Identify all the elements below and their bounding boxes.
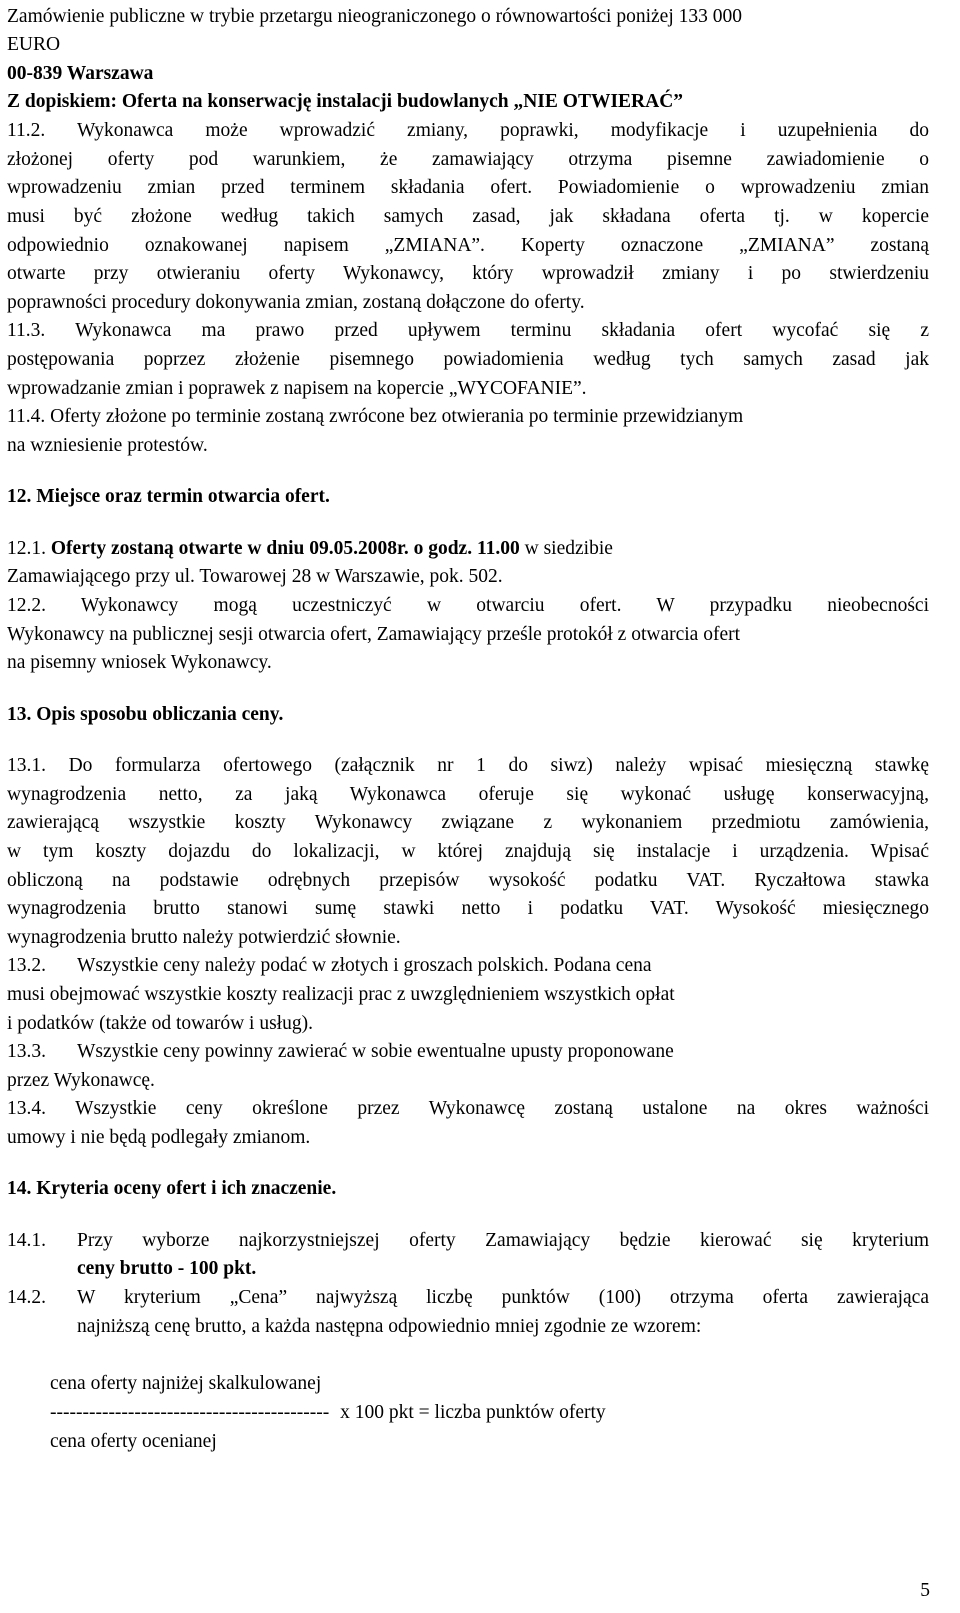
para-11-2-line: wprowadzeniu zmian przed terminem składania ofert. Powiadomienie o wprowadzeniu zmian xyxy=(7,177,929,198)
para-13-3-text: Wszystkie ceny powinny zawierać w sobie ewentualne upusty proponowane xyxy=(77,1041,674,1062)
para-13-1-line: wynagrodzenia brutto należy potwierdzić słownie. xyxy=(7,927,401,948)
para-14-2-line: najniższą cenę brutto, a każda następna odpowiednio mniej zgodnie ze wzorem: xyxy=(77,1316,702,1337)
para-11-2-line: 11.2. Wykonawca może wprowadzić zmiany, poprawki, modyfikacje i uzupełnienia do xyxy=(7,120,929,141)
para-13-4-line: 13.4. Wszystkie ceny określone przez Wykonawcę zostaną ustalone na okres ważności xyxy=(7,1098,929,1119)
section-14-heading: 14. Kryteria oceny ofert i ich znaczenie. xyxy=(7,1178,337,1199)
formula-line xyxy=(50,1398,606,1427)
para-11-3-line: 11.3. Wykonawca ma prawo przed upływem terminu składania ofert wycofać się z xyxy=(7,320,929,341)
para-11-2-line: odpowiednio oznakowanej napisem „ZMIANA”. Koperty oznaczone „ZMIANA” zostaną xyxy=(7,235,929,256)
formula-numerator: cena oferty najniżej skalkulowanej xyxy=(50,1373,322,1394)
criterion-price: ceny brutto - 100 pkt. xyxy=(77,1258,257,1279)
para-11-3-line: postępowania poprzez złożenie pisemnego powiadomienia według tych samych zasad jak xyxy=(7,349,929,370)
header-address: 00-839 Warszawa xyxy=(7,63,154,84)
para-11-4-line: na wzniesienie protestów. xyxy=(7,435,208,456)
para-13-2-line xyxy=(7,951,652,980)
para-13-1-line: zawierającą wszystkie koszty Wykonawcy związane z wykonaniem przedmiotu zamówienia, xyxy=(7,812,929,833)
para-14-1-line: Przy wyborze najkorzystniejszej oferty Zamawiający będzie kierować się kryterium xyxy=(77,1230,929,1251)
header-envelope-note: Z dopiskiem: Oferta na konserwację instalacji budowlanych „NIE OTWIERAĆ” xyxy=(7,91,684,112)
para-14-2-number: 14.2. xyxy=(7,1287,46,1308)
para-12-2-line: 12.2. Wykonawcy mogą uczestniczyć w otwarciu ofert. W przypadku nieobecności xyxy=(7,595,929,616)
para-11-2-line: musi być złożone według takich samych zasad, jak składana oferta tj. w kopercie xyxy=(7,206,929,227)
para-13-3-number: 13.3. xyxy=(7,1041,46,1062)
formula-result: x 100 pkt = liczba punktów oferty xyxy=(340,1402,606,1423)
page-number: 5 xyxy=(920,1580,930,1601)
formula-fraction-bar: ------------------------------------------- xyxy=(50,1402,330,1423)
para-13-1-line: 13.1. Do formularza ofertowego (załącznik nr 1 do siwz) należy wpisać miesięczną stawkę xyxy=(7,755,929,776)
para-12-1-number: 12.1. xyxy=(7,538,46,559)
para-13-1-line: w tym koszty dojazdu do lokalizacji, w której znajdują się instalacje i urządzenia. Wpisać xyxy=(7,841,929,862)
para-11-3-line: wprowadzanie zmian i poprawek z napisem na kopercie „WYCOFANIE”. xyxy=(7,378,587,399)
para-13-3-line xyxy=(7,1037,674,1066)
para-11-2-line: poprawności procedury dokonywania zmian, zostaną dołączone do oferty. xyxy=(7,292,585,313)
para-14-1-number: 14.1. xyxy=(7,1230,46,1251)
para-13-2-line: i podatków (także od towarów i usług). xyxy=(7,1013,313,1034)
para-12-1-rest: w siedzibie xyxy=(519,538,613,559)
para-13-1-line: obliczoną na podstawie odrębnych przepisów wysokość podatku VAT. Ryczałtowa stawka xyxy=(7,870,929,891)
section-13-heading: 13. Opis sposobu obliczania ceny. xyxy=(7,704,284,725)
para-13-2-number: 13.2. xyxy=(7,955,46,976)
para-14-2-line: W kryterium „Cena” najwyższą liczbę punktów (100) otrzyma oferta zawierająca xyxy=(77,1287,929,1308)
formula-denominator: cena oferty ocenianej xyxy=(50,1431,217,1452)
para-12-2-line: Wykonawcy na publicznej sesji otwarcia ofert, Zamawiający prześle protokół z otwarcia ofert xyxy=(7,624,741,645)
opening-date: Oferty zostaną otwarte w dniu 09.05.2008r. o godz. 11.00 xyxy=(50,538,520,559)
para-13-3-line: przez Wykonawcę. xyxy=(7,1070,155,1091)
para-12-2-line: na pisemny wniosek Wykonawcy. xyxy=(7,652,272,673)
para-12-1-line: Zamawiającego przy ul. Towarowej 28 w Warszawie, pok. 502. xyxy=(7,566,503,587)
header-line-2: EURO xyxy=(7,34,61,55)
para-12-1-line xyxy=(7,534,613,563)
para-11-2-line: otwarte przy otwieraniu oferty Wykonawcy, który wprowadził zmiany i po stwierdzeniu xyxy=(7,263,929,284)
para-13-2-text: Wszystkie ceny należy podać w złotych i groszach polskich. Podana cena xyxy=(77,955,652,976)
header-line-1: Zamówienie publiczne w trybie przetargu nieograniczonego o równowartości poniżej 133 000 xyxy=(7,6,742,27)
section-12-heading: 12. Miejsce oraz termin otwarcia ofert. xyxy=(7,486,330,507)
para-13-2-line: musi obejmować wszystkie koszty realizacji prac z uwzględnieniem wszystkich opłat xyxy=(7,984,675,1005)
para-13-1-line: wynagrodzenia netto, za jaką Wykonawca oferuje się wykonać usługę konserwacyjną, xyxy=(7,784,929,805)
para-11-2-line: złożonej oferty pod warunkiem, że zamawiający otrzyma pisemne zawiadomienie o xyxy=(7,149,929,170)
para-11-4-line: 11.4. Oferty złożone po terminie zostaną zwrócone bez otwierania po terminie przewidzianym xyxy=(7,406,744,427)
para-13-4-line: umowy i nie będą podlegały zmianom. xyxy=(7,1127,311,1148)
para-13-1-line: wynagrodzenia brutto stanowi sumę stawki netto i podatku VAT. Wysokość miesięcznego xyxy=(7,898,929,919)
